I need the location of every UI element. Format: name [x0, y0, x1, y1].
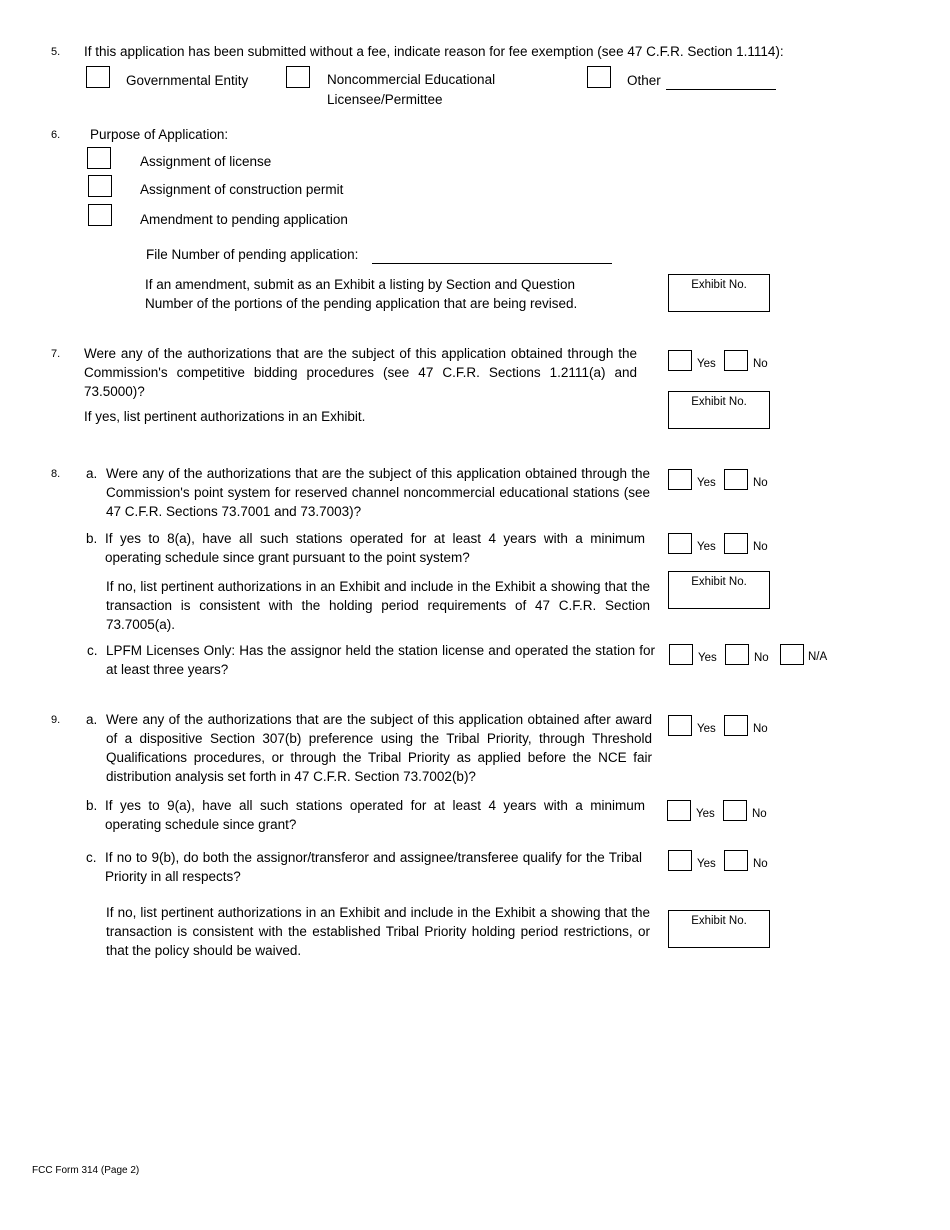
q6-assign-cp-label: Assignment of construction permit: [140, 182, 344, 197]
q9-exhibit-box[interactable]: Exhibit No.: [668, 910, 770, 948]
q9c-yes-label: Yes: [697, 858, 716, 870]
q8b-yes-checkbox[interactable]: [668, 533, 692, 554]
q9-number: 9.: [51, 714, 61, 726]
q5-governmental-label: Governmental Entity: [126, 73, 249, 88]
q8a-label: a.: [86, 466, 98, 481]
q9c-no-label: No: [753, 858, 768, 870]
q6-amend-text-1: If an amendment, submit as an Exhibit a listing by Section and Question: [145, 277, 575, 292]
q8b-label: b.: [86, 531, 98, 546]
q8c-no-checkbox[interactable]: [725, 644, 749, 665]
q9a-yes-label: Yes: [697, 723, 716, 735]
q7-number: 7.: [51, 348, 61, 360]
q9b-label: b.: [86, 798, 98, 813]
q5-noncommercial-label-2: Licensee/Permittee: [327, 92, 443, 107]
q5-other-input-line[interactable]: [666, 89, 776, 90]
q9a-text: Were any of the authorizations that are the subject of this application obtained after award of a dispositive Section 307(b) preference using the Tribal Priority, through Threshold Qualifications procedures, or through the Tribal Priority as applied before the NCE fair distribution analysis set forth in 47 C.F.R. Section 73.7002(b)?: [106, 712, 652, 784]
q9c-no-checkbox[interactable]: [724, 850, 748, 871]
q6-amendment-label: Amendment to pending application: [140, 212, 348, 227]
q7-note: If yes, list pertinent authorizations in an Exhibit.: [84, 409, 366, 424]
q8c-yes-label: Yes: [698, 652, 717, 664]
q5-text: If this application has been submitted without a fee, indicate reason for fee exemption (see 47 C.F.R. Section 1.1114):: [84, 44, 784, 59]
q5-noncommercial-label-1: Noncommercial Educational: [327, 72, 496, 87]
q6-file-number-input-line[interactable]: [372, 263, 612, 264]
q9a-label: a.: [86, 712, 98, 727]
q9c-yes-checkbox[interactable]: [668, 850, 692, 871]
q9a-no-label: No: [753, 723, 768, 735]
q7-exhibit-box[interactable]: Exhibit No.: [668, 391, 770, 429]
q5-other-checkbox[interactable]: [587, 66, 611, 88]
q9c-label: c.: [86, 850, 97, 865]
q8c-label: c.: [87, 643, 98, 658]
q8a-yes-checkbox[interactable]: [668, 469, 692, 490]
q8b-no-label: No: [753, 541, 768, 553]
q5-other-label: Other: [627, 73, 661, 88]
q6-assign-license-label: Assignment of license: [140, 154, 272, 169]
footer-form-id: FCC Form 314 (Page 2): [32, 1165, 140, 1176]
q6-amendment-checkbox[interactable]: [88, 204, 112, 226]
q8a-text: Were any of the authorizations that are the subject of this application obtained through the Commission's point system for reserved channel noncommercial educational stations (see 47 C.F.R. Sections 73.7001 and 73.7003)?: [106, 466, 650, 519]
q9c-note: If no, list pertinent authorizations in an Exhibit and include in the Exhibit a showing that the transaction is consistent with the established Tribal Priority holding period restrictions, or that the policy should be waived.: [106, 905, 650, 958]
q7-no-checkbox[interactable]: [724, 350, 748, 371]
q9b-yes-label: Yes: [696, 808, 715, 820]
q9b-no-label: No: [752, 808, 767, 820]
q8b-text: If yes to 8(a), have all such stations operated for at least 4 years with a minimum operating schedule since grant pursuant to the point system?: [105, 531, 645, 565]
q6-title: Purpose of Application:: [90, 127, 229, 142]
q8c-yes-checkbox[interactable]: [669, 644, 693, 665]
q8b-note: If no, list pertinent authorizations in an Exhibit and include in the Exhibit a showing that the transaction is consistent with the holding period requirements of 47 C.F.R. Section 73.7005(a).: [106, 579, 650, 632]
q9c-text: If no to 9(b), do both the assignor/transferor and assignee/transferee qualify for the Tribal Priority in all respects?: [105, 850, 642, 884]
q9a-yes-checkbox[interactable]: [668, 715, 692, 736]
q8a-no-label: No: [753, 477, 768, 489]
q8-exhibit-box[interactable]: Exhibit No.: [668, 571, 770, 609]
q8b-no-checkbox[interactable]: [724, 533, 748, 554]
q5-noncommercial-checkbox[interactable]: [286, 66, 310, 88]
q9b-yes-checkbox[interactable]: [667, 800, 691, 821]
q6-assign-license-checkbox[interactable]: [87, 147, 111, 169]
q9b-no-checkbox[interactable]: [723, 800, 747, 821]
q8-number: 8.: [51, 468, 61, 480]
q9a-no-checkbox[interactable]: [724, 715, 748, 736]
q5-number: 5.: [51, 46, 61, 58]
q6-amend-text-2: Number of the portions of the pending application that are being revised.: [145, 296, 578, 311]
q8a-no-checkbox[interactable]: [724, 469, 748, 490]
q6-number: 6.: [51, 129, 61, 141]
q7-no-label: No: [753, 358, 768, 370]
q8c-no-label: No: [754, 652, 769, 664]
q9b-text: If yes to 9(a), have all such stations operated for at least 4 years with a minimum operating schedule since grant?: [105, 798, 645, 832]
q8b-yes-label: Yes: [697, 541, 716, 553]
q7-yes-label: Yes: [697, 358, 716, 370]
q8a-yes-label: Yes: [697, 477, 716, 489]
q6-assign-cp-checkbox[interactable]: [88, 175, 112, 197]
q7-yes-checkbox[interactable]: [668, 350, 692, 371]
q6-exhibit-box[interactable]: Exhibit No.: [668, 274, 770, 312]
q8c-na-label: N/A: [808, 651, 828, 663]
q8c-text: LPFM Licenses Only: Has the assignor held the station license and operated the station for at least three years?: [106, 643, 655, 677]
q5-governmental-checkbox[interactable]: [86, 66, 110, 88]
q7-text: Were any of the authorizations that are the subject of this application obtained through the Commission's competitive bidding procedures (see 47 C.F.R. Sections 1.2111(a) and 73.5000)?: [84, 346, 637, 399]
q6-file-number-label: File Number of pending application:: [146, 247, 359, 262]
q8c-na-checkbox[interactable]: [780, 644, 804, 665]
